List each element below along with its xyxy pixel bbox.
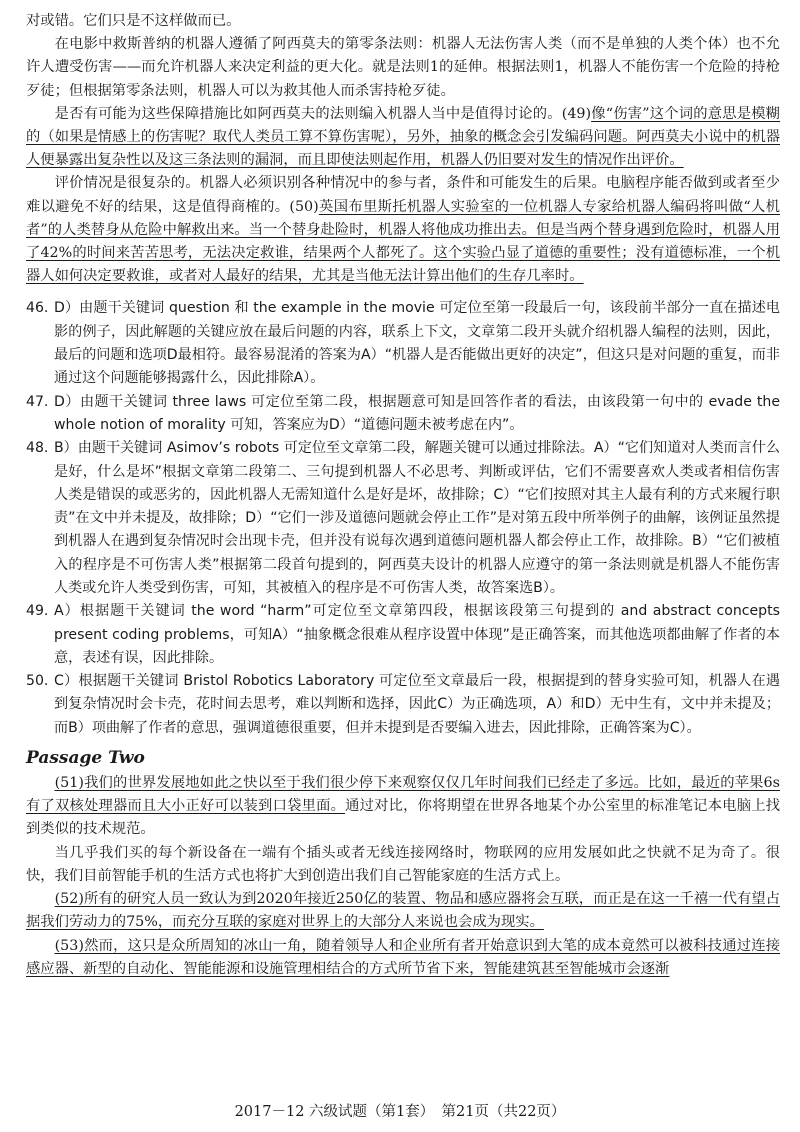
answer-47: [26, 391, 780, 438]
passage-two: [26, 746, 780, 981]
paragraph-2: [26, 103, 780, 173]
answer-49: [26, 600, 780, 670]
paragraph-underlined: (52)所有的研究人员一致认为到2020年接近250亿的装置、物品和感应器将会互联，而正是在这一千禧一代有望占据我们劳动力的75%，而充分互联的家庭对世界上的大部分人来说也会成为现实。: [26, 891, 780, 931]
paragraph-2-plain: 是否有可能为这些保障措施比如阿西莫夫的法则编入机器人当中是值得讨论的。(49): [54, 105, 592, 122]
answer-number: 47.: [26, 393, 49, 410]
paragraph-underlined: (51)我们的世界发展地如此之快以至于我们很少停下来观察仅仅几年时间我们已经走了多远。比如，最近的苹果6s有了双核处理器而且大小正好可以装到口袋里面。: [26, 775, 780, 815]
answer-50: [26, 670, 780, 740]
passage-two-paragraph-1: [26, 772, 780, 842]
paragraph-1: 在电影中救斯普纳的机器人遵循了阿西莫夫的第零条法则：机器人无法伤害人类（而不是单独的人类个体）也不允许人遭受伤害——而允许机器人来决定利益的更大化。就是法则1的延伸。根据法则1，机器人不能伤害一个危险的持枪歹徒；但根据第零条法则，机器人可以为救其他人而杀害持枪歹徒。: [26, 36, 780, 99]
paragraph-3-plain: 评价情况是很复杂的。机器人必须识别各种情况中的参与者，条件和可能发生的后果。电脑程序能否做到或者至少难以避免不好的结果，这是值得商榷的。(50): [26, 175, 780, 215]
passage-one-tail: [26, 10, 780, 288]
answer-text: A）根据题干关键词 the word “harm”可定位至文章第四段，根据该段第三句提到的 and abstract concepts present coding problems，可知A）“抽象概念很难从程序设置中体现”是正确答案，而其他选项都曲解了作者的本意，表述有误，因此排除。: [54, 603, 780, 666]
answer-number: 46.: [26, 300, 49, 317]
answer-text: B）由题干关键词 Asimov’s robots 可定位至文章第二段，解题关键可以通过排除法。A）“它们知道对人类而言什么是好，什么是坏”根据文章第二段第二、三句提到机器人不必思考、判断或评估，它们不需要喜欢人类或者相信伤害人类是错误的或恶劣的，因此机器人无需知道什么是好是坏，故排除；C）“它们按照对其主人最有利的方式来履行职责”在文中并未提及，故排除；D）“它们一涉及道德问题就会停止工作”是对第五段中所举例子的曲解，该例证虽然提到机器人在遇到复杂情况时会出现卡壳，但并没有说每次遇到道德问题机器人都会停止工作，故排除。B）“它们被植入的程序是不可伤害人类”根据第二段首句提到的，阿西莫夫设计的机器人应遵守的第一条法则就是机器人不能伤害人类或允许人类受到伤害，可知，其被植入的程序是不可伤害人类，故答案选B）。: [54, 440, 780, 596]
paragraph-3-underlined: 英国布里斯托机器人实验室的一位机器人专家给机器人编码将叫做“人机者”的人类替身从危险中解救出来。当一个替身赴险时，机器人将他成功推出去。但是当两个替身遇到危险时，机器人用了42%的时间来苦苦思考，无法决定救谁，结果两个人都死了。这个实验凸显了道德的重要性；没有道德标准，一个机器人如何决定要救谁，或者对人最好的结果，尤其是当他无法计算出他们的生存几率时。: [26, 198, 780, 285]
answer-text: D）由题干关键词 question 和 the example in the movie 可定位至第一段最后一句，该段前半部分一直在描述电影的例子，因此解题的关键应放在最后问题的内容，联系上下文，文章第二段开头就介绍机器人编程的法则，因此，最后的问题和选项D最相符。最容易混淆的答案为A）“机器人是否能做出更好的决定”，但这只是对问题的重复，而非通过这个问题能够揭露什么，因此排除A）。: [54, 300, 780, 387]
passage-two-paragraph-2: 当几乎我们买的每个新设备在一端有个插头或者无线连接网络时，物联网的应用发展如此之快就不足为奇了。很快，我们目前智能手机的生活方式也将扩大到创造出我们自己智能家庭的生活方式上。: [26, 844, 780, 884]
page-footer: 2017－12 六级试题（第1套） 第21页（共22页）: [234, 1104, 566, 1120]
paragraph-3: [26, 172, 780, 288]
answer-explanations: [26, 297, 780, 740]
paragraph-0: 对或错。它们只是不这样做而已。: [26, 13, 241, 29]
answer-number: 49.: [26, 603, 49, 620]
paragraph-2-underlined: 像“伤害”这个词的意思是模糊的（如果是情感上的伤害呢？取代人类员工算不算伤害呢），另外，抽象的概念会引发编码问题。阿西莫夫小说中的机器人便暴露出复杂性以及这三条法则的漏洞，而且即使法则起作用，机器人仍旧要对发生的情况作出评价。: [26, 105, 780, 169]
passage-two-paragraph-4: [26, 935, 780, 981]
answer-number: 50.: [26, 673, 49, 690]
answer-text: D）由题干关键词 three laws 可定位至第二段，根据题意可知是回答作者的看法，由该段第一句中的 evade the whole notion of morality 可知，答案应为D）“道德问题未被考虑在内”。: [54, 393, 780, 433]
passage-two-paragraph-3: [26, 888, 780, 934]
section-heading: Passage Two: [26, 748, 145, 769]
answer-text: C）根据题干关键词 Bristol Robotics Laboratory 可定位至文章最后一段，根据提到的替身实验可知，机器人在遇到复杂情况时会卡壳，花时间去思考，难以判断和选择，因此C）为正确选项，A）和D）无中生有，文中并未提及；而B）项曲解了作者的意思，强调道德很重要，但并未提到是否要编入进去，因此排除，正确答案为C）。: [54, 673, 780, 736]
paragraph-underlined: (53)然而，这只是众所周知的冰山一角，随着领导人和企业所有者开始意识到大笔的成本竟然可以被科技通过连接感应器、新型的自动化、智能能源和设施管理相结合的方式所节省下来，智能建筑甚至智能城市会逐渐: [26, 937, 780, 977]
answer-46: [26, 297, 780, 390]
paragraph-plain: 通过对比，你将期望在世界各地某个办公室里的标准笔记本电脑上找到类似的技术规范。: [26, 798, 781, 838]
answer-48: [26, 437, 780, 600]
answer-number: 48.: [26, 440, 49, 457]
